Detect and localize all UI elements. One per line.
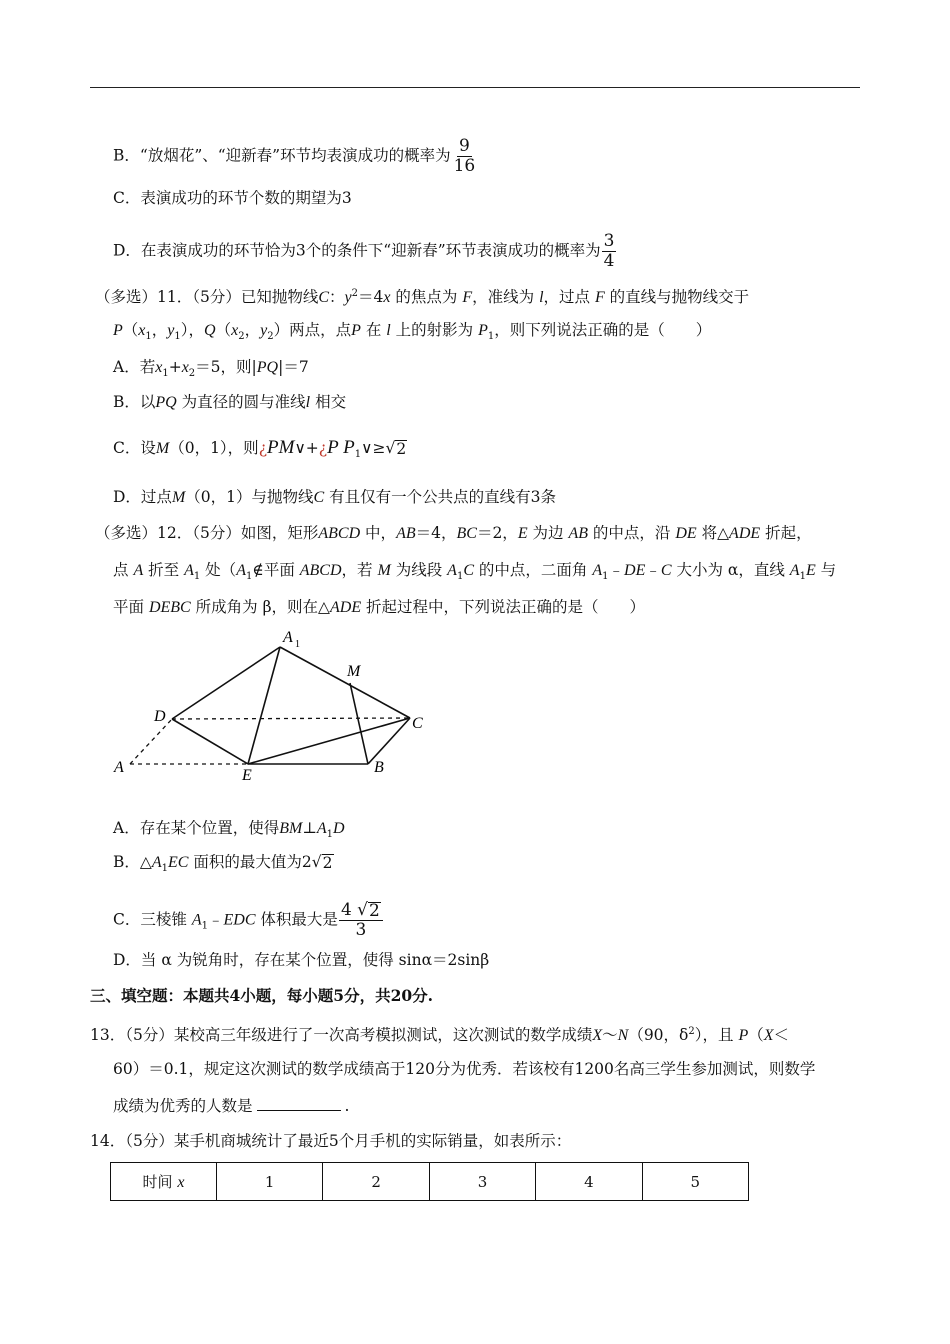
q12-stem-line1: （多选）12．（5分）如图，矩形ABCD 中，AB＝4，BC＝2，E 为边 AB 的中点，沿 DE 将△ADE 折起，: [95, 524, 812, 542]
q11-option-d: D．过点M（0，1）与抛物线C 有且仅有一个公共点的直线有3条: [113, 488, 556, 506]
q13-line3: 成绩为优秀的人数是 .: [113, 1097, 350, 1115]
q11-option-b: B．以PQ 为直径的圆与准线l 相交: [113, 393, 347, 411]
sales-table: [110, 1162, 749, 1201]
table-header-cell: 时间 x: [111, 1163, 217, 1201]
q12-option-a: A．存在某个位置，使得$BM\perp A_1D$: [113, 819, 345, 841]
q11-option-a: A．若$x_1+x_2=5$，则|PQ|＝7: [113, 358, 309, 380]
q11-stem-line2: $P(x_1$，$y_1$），$Q(x_2$，$y_2$）两点，点P 在 l 上的射影为 $P_1$，则下列说法正确的是（ ）: [113, 321, 712, 343]
header-rule: [90, 87, 860, 88]
q13-line1: 13．（5分）某校高三年级进行了一次高考模拟测试，这次测试的数学成绩X～N（90，$\delta^2$），且 P（X＜: [90, 1026, 790, 1045]
edge-d-e: [172, 719, 248, 764]
table-cell: 5: [642, 1163, 748, 1201]
q12-option-c: C．三棱锥 $A_1﹣EDC$ 体积最大是 4 √ 2 3: [113, 901, 383, 940]
label-a1-sub: 1: [295, 639, 300, 650]
q14-line1: 14．（5分）某手机商城统计了最近5个月手机的实际销量，如表所示：: [90, 1132, 572, 1150]
label-e: E: [242, 767, 252, 784]
label-a1: A: [283, 629, 293, 646]
geometry-figure: [105, 622, 445, 787]
q11-option-c: C．设M（0，1），则¿PM∨+¿P $P_1\vee\ge√$ 2: [113, 437, 407, 461]
table-cell: 4: [536, 1163, 642, 1201]
label-m: M: [347, 663, 361, 680]
q12-stem-line2: 点 A 折至 $A_1$ 处（$A_1\notin$平面 ABCD，若 M 为线段 $A_1C$ 的中点，二面角 $A_1﹣DE﹣C$ 大小为 α，直线 $A_1E$ 与: [113, 561, 837, 583]
answer-blank[interactable]: [257, 1096, 341, 1111]
label-c: C: [412, 715, 423, 732]
label-d: D: [154, 708, 166, 725]
table-cell: 3: [429, 1163, 535, 1201]
label-b: B: [374, 759, 384, 776]
q12-stem-line3: 平面 DEBC 所成角为 β，则在△ADE 折起过程中，下列说法正确的是（ ）: [113, 598, 646, 616]
table-cell: 2: [323, 1163, 429, 1201]
edge-b-c: [368, 718, 410, 764]
q13-line2: 60）＝0.1，规定这次测试的数学成绩高于120分为优秀．若该校有1200名高三学生参加测试，则数学: [113, 1060, 816, 1078]
edge-d-c-dashed: [172, 718, 410, 719]
q10-option-b: B．“放烟花”、“迎新春”环节均表演成功的概率为 $\frac{9}{16}$: [113, 136, 476, 176]
fraction: $\frac{3}{4}$: [603, 231, 615, 271]
label-a: A: [114, 759, 124, 776]
section-heading: 三、填空题：本题共4小题，每小题5分，共20分.: [90, 986, 434, 1005]
edge-m-b: [350, 683, 368, 764]
edge-e-c: [248, 718, 410, 764]
q12-option-d: D．当 α 为锐角时，存在某个位置，使得 sinα＝2sinβ: [113, 951, 490, 969]
fraction: $\frac{9}{16}$: [453, 136, 476, 176]
q11-stem-line1: （多选）11．（5分）已知抛物线C：$y^2=4x$ 的焦点为 F，准线为 l，过点 F 的直线与抛物线交于: [95, 288, 750, 307]
edge-a1-c: [280, 647, 410, 718]
q10-option-c: C．表演成功的环节个数的期望为3: [113, 189, 352, 207]
q12-option-b: B．$\triangle A_1EC$ 面积的最大值为2√ 2: [113, 853, 333, 875]
q10-option-d: D．在表演成功的环节恰为3个的条件下“迎新春”环节表演成功的概率为 $\frac{3}{4}$: [113, 231, 615, 271]
table-cell: 1: [217, 1163, 323, 1201]
table-row: [111, 1163, 749, 1201]
fraction: 4 √ 2 3: [339, 901, 383, 940]
edge-a-d-dashed: [130, 719, 172, 764]
